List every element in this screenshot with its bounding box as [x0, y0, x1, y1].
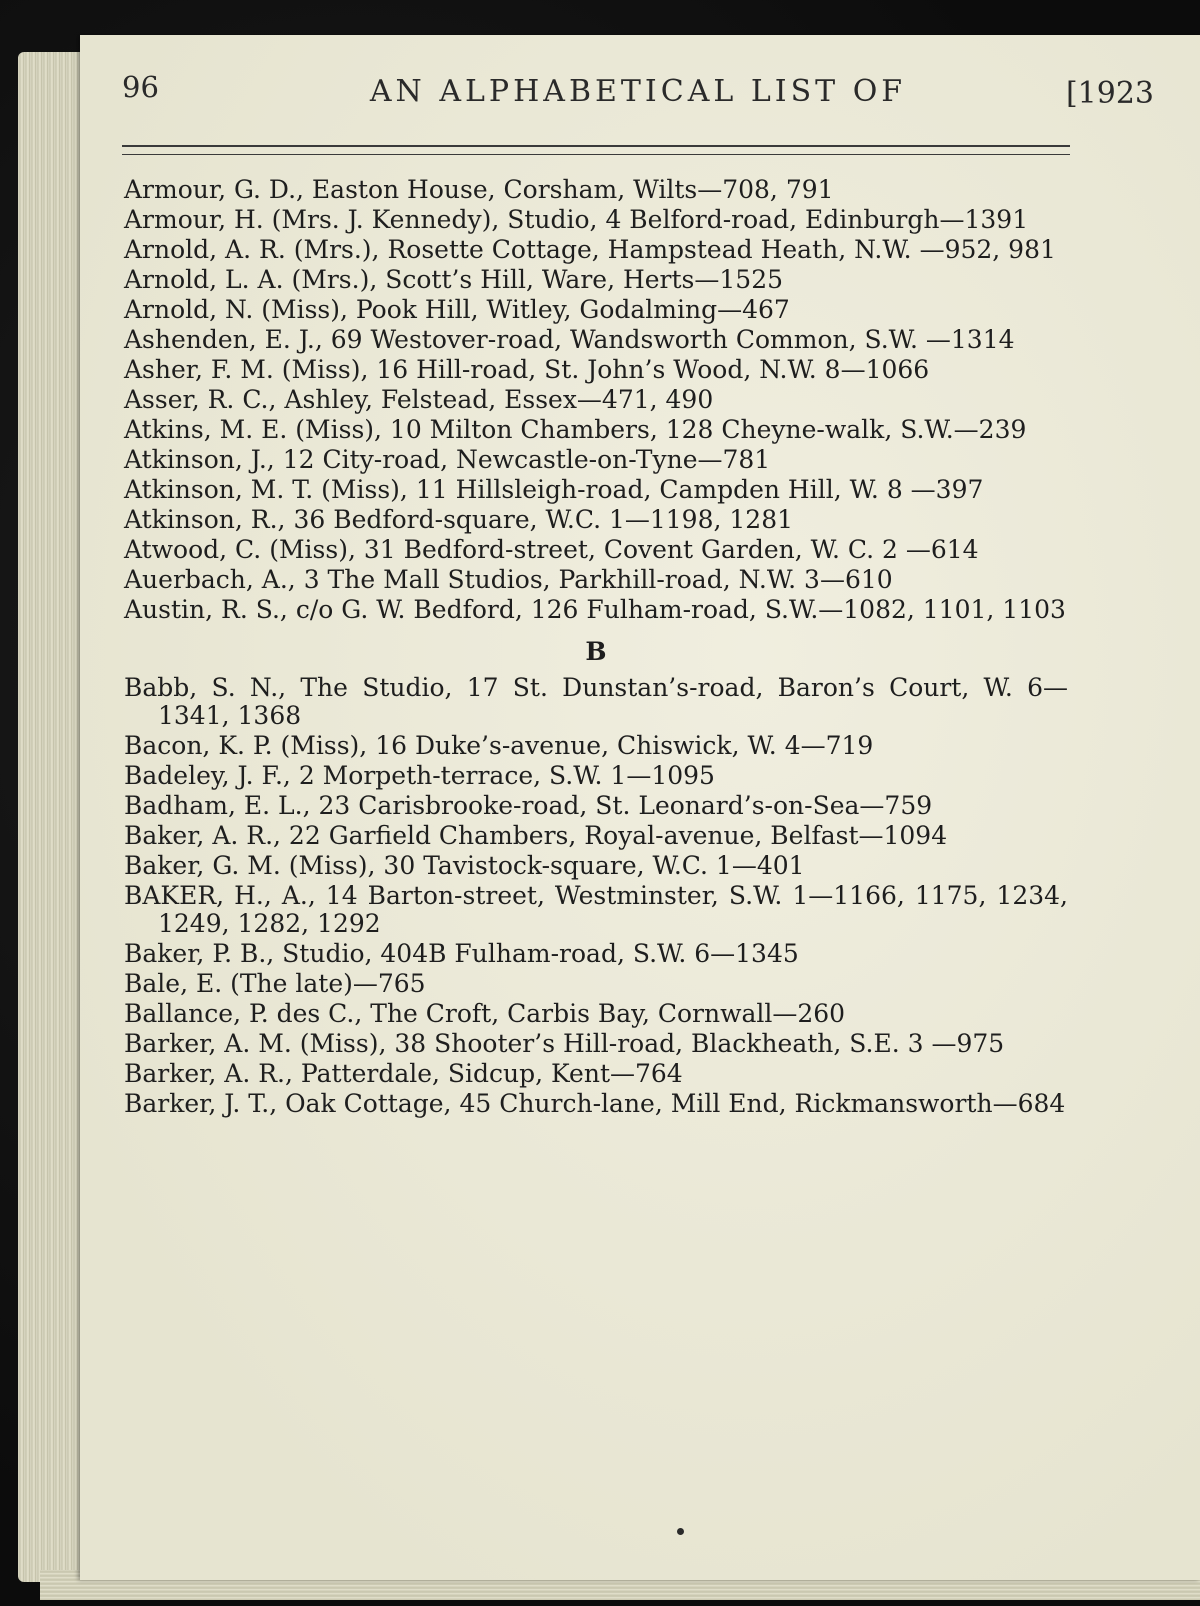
entry-auerbach: Auerbach, A., 3 The Mall Studios, Parkhill-road, N.W. 3—610: [124, 565, 893, 594]
page-number: 96: [122, 70, 159, 104]
entry-barker-jt: Barker, J. T., Oak Cottage, 45 Church-lane, Mill End, Rickmansworth—684: [124, 1089, 1066, 1118]
entry-ashenden: Ashenden, E. J., 69 Westover-road, Wandsworth Common, S.W. —1314: [124, 325, 1015, 354]
entry-armour-gd: Armour, G. D., Easton House, Corsham, Wilts—708, 791: [124, 175, 834, 204]
entry-badham: Badham, E. L., 23 Carisbrooke-road, St. Leonard’s-on-Sea—759: [124, 791, 933, 820]
entry-barker-am: Barker, A. M. (Miss), 38 Shooter’s Hill-road, Blackheath, S.E. 3 —975: [124, 1029, 1005, 1058]
section-heading-b: B: [585, 637, 607, 666]
page-header: [122, 60, 1154, 120]
entry-armour-h: Armour, H. (Mrs. J. Kennedy), Studio, 4 Belford-road, Edinburgh—1391: [124, 205, 1029, 234]
entry-badeley: Badeley, J. F., 2 Morpeth-terrace, S.W. 1—1095: [124, 761, 715, 790]
entry-atkins: Atkins, M. E. (Miss), 10 Milton Chambers, 128 Cheyne-walk, S.W.—239: [124, 415, 1027, 444]
entry-austin: Austin, R. S., c/o G. W. Bedford, 126 Fulham-road, S.W.—1082, 1101, 1103: [124, 595, 1066, 624]
header-year: [1923: [1065, 76, 1154, 111]
entry-babb: Babb, S. N., The Studio, 17 St. Dunstan’s-road, Baron’s Court, W. 6—1341, 1368: [124, 673, 1068, 730]
entry-baker-pb: Baker, P. B., Studio, 404B Fulham-road, S.W. 6—1345: [124, 939, 799, 968]
entry-asser: Asser, R. C., Ashley, Felstead, Essex—471, 490: [124, 385, 714, 414]
entry-atkinson-j: Atkinson, J., 12 City-road, Newcastle-on-Tyne—781: [124, 445, 771, 474]
entry-barker-ar: Barker, A. R., Patterdale, Sidcup, Kent—764: [124, 1059, 683, 1088]
entry-asher: Asher, F. M. (Miss), 16 Hill-road, St. John’s Wood, N.W. 8—1066: [124, 355, 930, 384]
entry-baker-h: BAKER, H., A., 14 Barton-street, Westminster, S.W. 1—1166, 1175, 1234, 1249, 1282, 1292: [124, 881, 1068, 938]
entry-baker-gm: Baker, G. M. (Miss), 30 Tavistock-square, W.C. 1—401: [124, 851, 805, 880]
entry-ballance: Ballance, P. des C., The Croft, Carbis Bay, Cornwall—260: [124, 999, 846, 1028]
entry-bale: Bale, E. (The late)—765: [124, 969, 426, 998]
entry-baker-ar: Baker, A. R., 22 Garfield Chambers, Royal-avenue, Belfast—1094: [124, 821, 948, 850]
entry-atkinson-r: Atkinson, R., 36 Bedford-square, W.C. 1—1198, 1281: [124, 505, 794, 534]
page-dot-mark: [677, 1528, 684, 1535]
entry-arnold-ar: Arnold, A. R. (Mrs.), Rosette Cottage, Hampstead Heath, N.W. —952, 981: [124, 235, 1056, 264]
entry-arnold-n: Arnold, N. (Miss), Pook Hill, Witley, Godalming—467: [124, 295, 790, 324]
running-title: AN ALPHABETICAL LIST OF: [369, 74, 907, 109]
entry-bacon: Bacon, K. P. (Miss), 16 Duke’s-avenue, Chiswick, W. 4—719: [124, 731, 874, 760]
entry-arnold-la: Arnold, L. A. (Mrs.), Scott’s Hill, Ware, Herts—1525: [124, 265, 784, 294]
entry-atwood: Atwood, C. (Miss), 31 Bedford-street, Covent Garden, W. C. 2 —614: [124, 535, 979, 564]
entry-list: [124, 176, 1068, 1120]
entry-atkinson-mt: Atkinson, M. T. (Miss), 11 Hillsleigh-road, Campden Hill, W. 8 —397: [124, 475, 984, 504]
header-rule: [122, 145, 1070, 155]
